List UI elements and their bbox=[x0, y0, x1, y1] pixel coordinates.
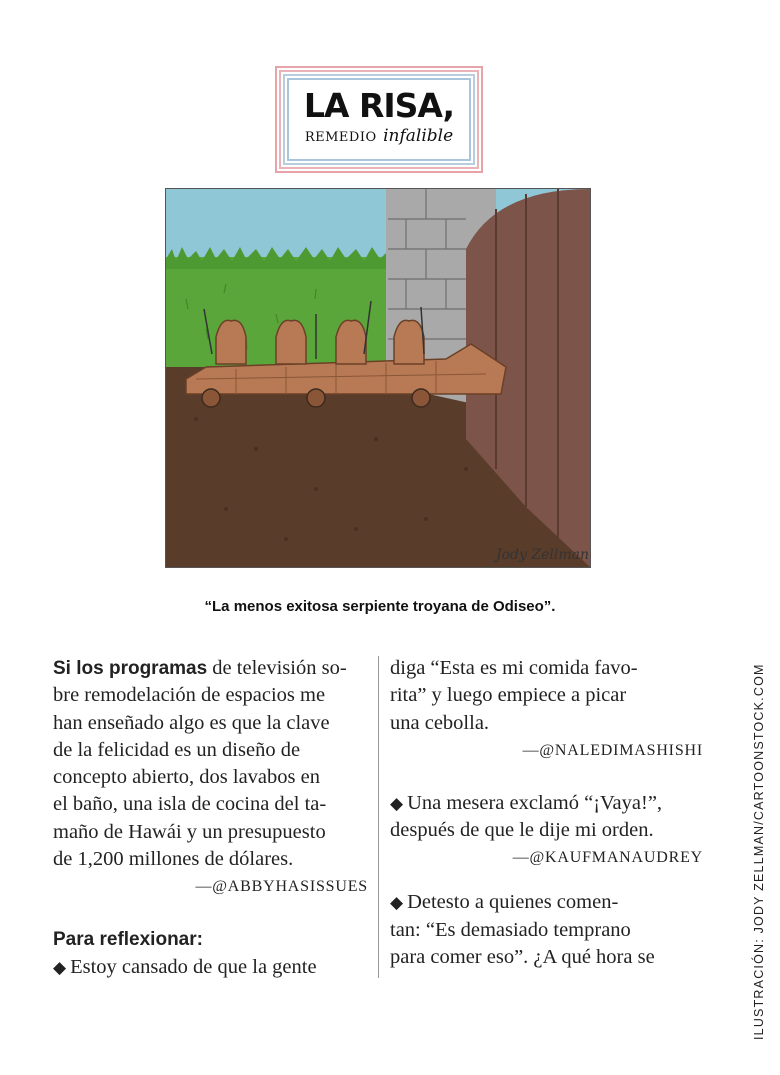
spacer bbox=[390, 764, 703, 790]
column-divider bbox=[378, 656, 379, 978]
left-joke-start bbox=[53, 954, 368, 981]
right-joke1-line-1: diga “Esta es mi comida favo- bbox=[390, 657, 638, 679]
illustration-credit: ILUSTRACIÓN: JODY ZELLMAN/CARTOONSTOCK.COM bbox=[752, 663, 766, 1040]
header-subtitle-italic: infalible bbox=[383, 126, 454, 146]
right-joke3-line-2: tan: “Es demasiado temprano bbox=[390, 918, 631, 941]
right-joke2-line-1 bbox=[390, 790, 703, 817]
header-subtitle-plain: REMEDIO bbox=[304, 130, 377, 145]
header-title: LA RISA, bbox=[303, 86, 455, 125]
author-handle-naledi: —@NALEDIMASHISHI bbox=[522, 741, 703, 759]
left-joke-text: Estoy cansado de que la gente bbox=[70, 955, 317, 978]
header-subtitle bbox=[275, 126, 483, 146]
left-line-8: de 1,200 millones de dólares. bbox=[53, 848, 294, 871]
diamond-bullet-icon: ◆ bbox=[390, 793, 404, 813]
lead-bold-text: Si los programas bbox=[53, 658, 208, 679]
spacer bbox=[53, 900, 368, 926]
diamond-bullet-icon: ◆ bbox=[390, 893, 404, 913]
right-joke3-text-1: Detesto a quienes comen- bbox=[407, 891, 619, 914]
right-joke3-line-1 bbox=[390, 889, 703, 916]
left-line-1 bbox=[53, 655, 368, 682]
right-joke3-line-3: para comer eso”. ¿A qué hora se bbox=[390, 946, 655, 969]
cartoon-caption: “La menos exitosa serpiente troyana de Odiseo”. bbox=[204, 598, 556, 615]
left-line-2: bre remodelación de espacios me bbox=[53, 684, 326, 707]
left-line-4: de la felicidad es un diseño de bbox=[53, 738, 301, 761]
left-line-7: maño de Hawái y un presupuesto bbox=[53, 820, 326, 843]
left-line-5: concepto abierto, dos lavabos en bbox=[53, 766, 320, 789]
author-handle-kaufman: —@KAUFMANAUDREY bbox=[512, 849, 703, 867]
left-line-3: han enseñado algo es que la clave bbox=[53, 711, 330, 734]
right-joke1-line-2: rita” y luego empiece a picar bbox=[390, 684, 627, 707]
spacer bbox=[390, 871, 703, 889]
right-joke2-text-1: Una mesera exclamó “¡Vaya!”, bbox=[407, 791, 663, 814]
right-joke2-line-2: después de que le dije mi orden. bbox=[390, 819, 654, 842]
header-box bbox=[275, 66, 483, 173]
left-line-1-text: de televisión so- bbox=[207, 657, 347, 679]
left-line-6: el baño, una isla de cocina del ta- bbox=[53, 793, 327, 816]
diamond-bullet-icon: ◆ bbox=[53, 957, 67, 977]
subhead-para-reflexionar: Para reflexionar: bbox=[53, 929, 203, 951]
author-handle-abby: —@ABBYHASISSUES bbox=[195, 878, 368, 896]
cartoon-illustration bbox=[165, 188, 591, 568]
right-column bbox=[390, 655, 703, 971]
signature-text: Jody Zellman bbox=[496, 547, 589, 563]
right-joke1-line-3: una cebolla. bbox=[390, 711, 490, 734]
left-column bbox=[53, 655, 368, 981]
